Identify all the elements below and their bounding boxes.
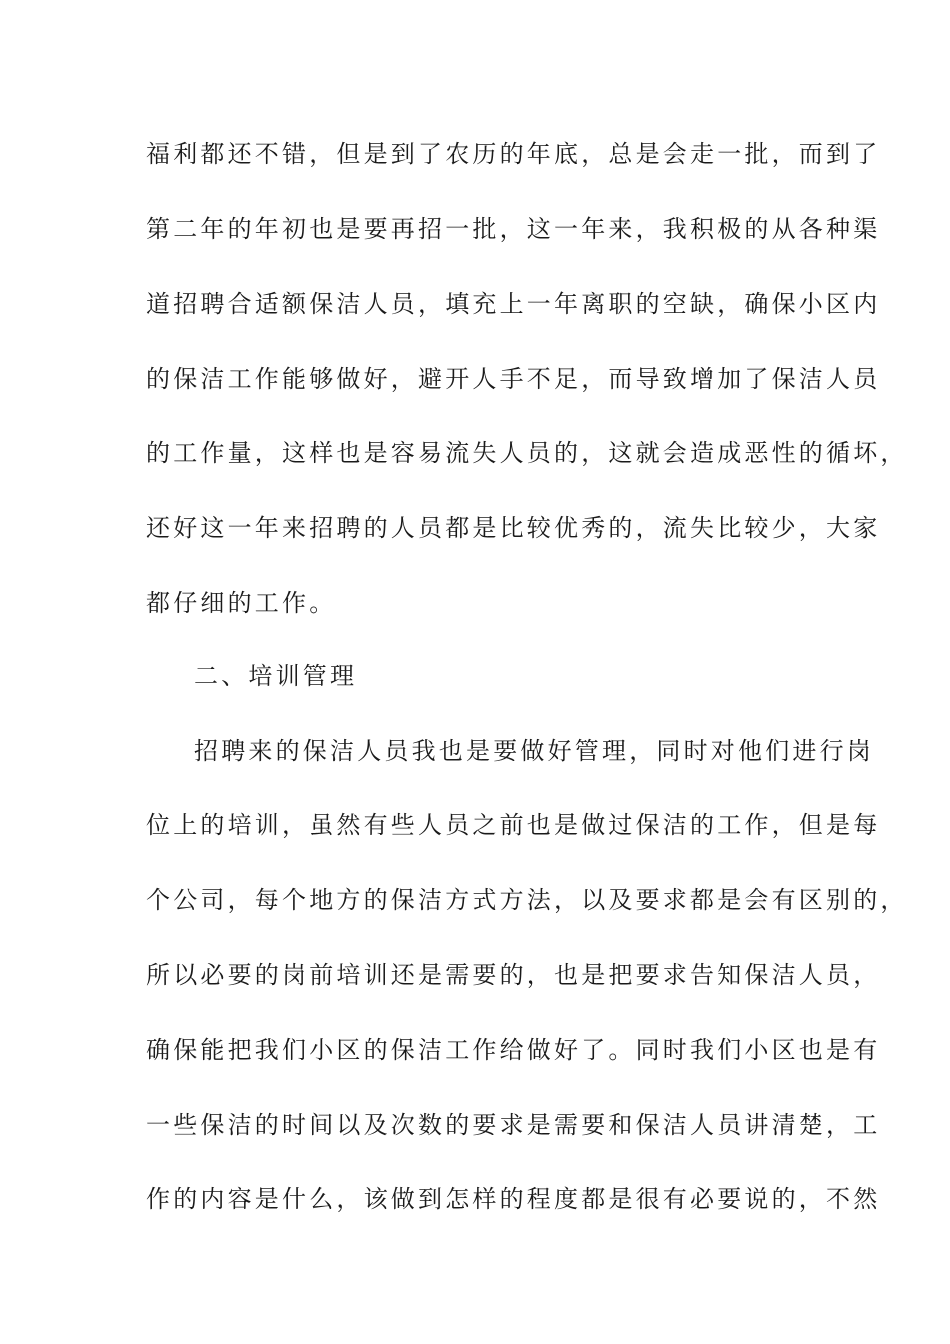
paragraph-line: 道招聘合适额保洁人员，填充上一年离职的空缺，确保小区内 bbox=[146, 290, 881, 318]
paragraph-line: 福利都还不错，但是到了农历的年底，总是会走一批，而到了 bbox=[146, 140, 881, 168]
paragraph-line: 的保洁工作能够做好，避开人手不足，而导致增加了保洁人员 bbox=[146, 365, 881, 393]
section-heading: 二、培训管理 bbox=[194, 662, 358, 690]
paragraph-line: 个公司，每个地方的保洁方式方法，以及要求都是会有区别的， bbox=[146, 886, 908, 914]
paragraph-line: 确保能把我们小区的保洁工作给做好了。同时我们小区也是有 bbox=[146, 1036, 881, 1064]
paragraph-line: 作的内容是什么，该做到怎样的程度都是很有必要说的，不然 bbox=[146, 1185, 881, 1213]
paragraph-line: 还好这一年来招聘的人员都是比较优秀的，流失比较少，大家 bbox=[146, 514, 881, 542]
paragraph-line: 的工作量，这样也是容易流失人员的，这就会造成恶性的循坏， bbox=[146, 439, 908, 467]
paragraph-line: 所以必要的岗前培训还是需要的，也是把要求告知保洁人员， bbox=[146, 961, 881, 989]
paragraph-line: 第二年的年初也是要再招一批，这一年来，我积极的从各种渠 bbox=[146, 215, 881, 243]
paragraph-line: 一些保洁的时间以及次数的要求是需要和保洁人员讲清楚，工 bbox=[146, 1111, 881, 1139]
paragraph-line: 招聘来的保洁人员我也是要做好管理，同时对他们进行岗 bbox=[194, 737, 874, 765]
paragraph-line: 位上的培训，虽然有些人员之前也是做过保洁的工作，但是每 bbox=[146, 811, 881, 839]
paragraph-line: 都仔细的工作。 bbox=[146, 589, 337, 617]
